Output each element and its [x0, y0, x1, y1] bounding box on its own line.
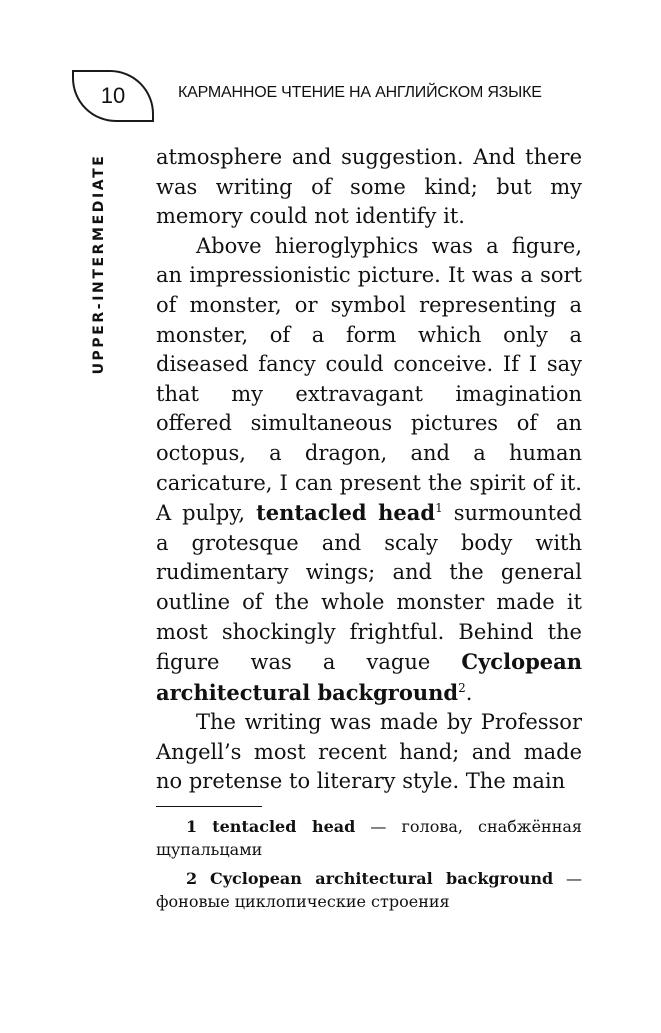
running-title: КАРМАННОЕ ЧТЕНИЕ НА АНГЛИЙСКОМ ЯЗЫКЕ — [178, 84, 542, 101]
paragraph-1 — [156, 143, 582, 232]
footnote-1-term: tentacled head — [212, 817, 356, 836]
footnote-2-number: 2 — [186, 869, 198, 888]
paragraph-2-text-c: . — [465, 680, 473, 705]
footnote-1-translation: голова, снабжённая щупальцами — [156, 817, 582, 859]
footnote-2-translation: фоновые циклопические строения — [156, 892, 450, 911]
gloss-term-1: tentacled head — [256, 500, 436, 526]
page-number: 10 — [100, 83, 126, 108]
footnote-ref-1: 1 — [435, 501, 443, 516]
footnote-1 — [156, 815, 582, 861]
footnote-2-dash: — — [553, 869, 582, 888]
paragraph-1-text: atmosphere and suggestion. And there was writing of some kind; but my memory could not identify it. — [156, 145, 582, 229]
paragraph-3 — [156, 708, 582, 797]
level-label: UPPER-INTERMEDIATE — [91, 153, 107, 375]
footnote-divider — [156, 806, 262, 807]
footnote-1-number: 1 — [186, 817, 198, 836]
footnote-2 — [156, 867, 582, 913]
level-marker — [88, 148, 110, 380]
paragraph-2-text-b: surmounted a grotesque and scaly body with rudimentary wings; and the general outline of the whole monster made it most shockingly frightful. Behind the figure was a vague — [156, 501, 582, 675]
paragraph-2 — [156, 232, 582, 709]
main-text — [156, 143, 582, 797]
footnote-ref-2: 2 — [458, 680, 466, 695]
gloss-term-2: Cyclopean architectural background — [156, 649, 582, 705]
footnotes — [156, 815, 582, 919]
footnote-2-term: Cyclopean architectural background — [210, 869, 554, 888]
page-number-badge — [72, 70, 154, 122]
paragraph-3-text: The writing was made by Professor Angell’s most recent hand; and made no pretense to literary style. The main — [156, 710, 582, 794]
paragraph-2-text-a: Above hieroglyphics was a figure, an impressionistic picture. It was a sort of monster, or symbol representing a monster, of a form which only a diseased fancy could conceive. If I say that my extravagant imagination offered simultaneous pictures of an octopus, a dragon, and a human caricature, I can present the spirit of it. A pulpy, — [156, 233, 582, 526]
footnote-1-dash: — — [355, 817, 402, 836]
